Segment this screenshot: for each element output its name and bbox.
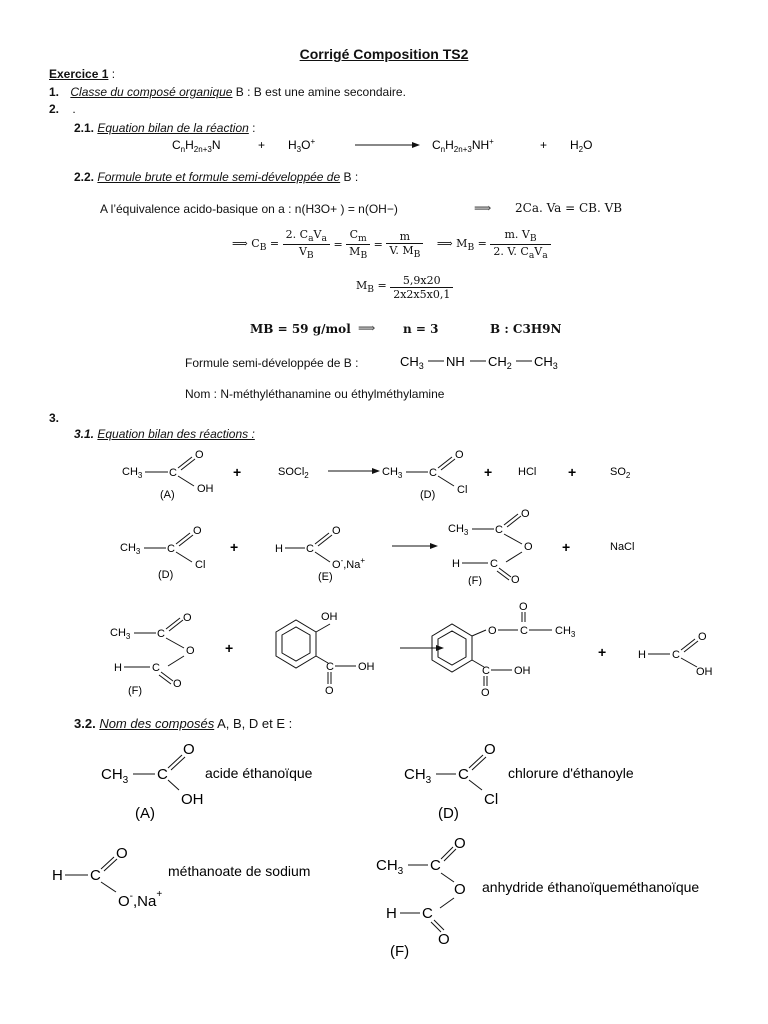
svg-text:O: O — [519, 601, 528, 613]
svg-text:CH3: $CH_3$ — [110, 627, 131, 641]
svg-text:C: C — [152, 662, 160, 674]
mb-arrow: ⟹ — [358, 321, 376, 335]
n-result: n = 3 — [403, 322, 439, 336]
svg-text:NH: NH — [446, 354, 465, 369]
equivalence-text: A l’équivalence acido-basique on a : n(H3O+ ) = n(OH−) — [100, 202, 398, 216]
svg-text:H: H — [386, 905, 397, 922]
svg-text:Cl: Cl — [484, 791, 499, 808]
q31-label: Equation bilan des réactions : — [97, 427, 255, 441]
svg-text:C: C — [672, 649, 680, 661]
label-a-2: (A) — [135, 805, 155, 822]
svg-text:O: O — [511, 574, 520, 586]
q22-number: 2.2. — [74, 170, 95, 184]
svg-text:OH: OH — [696, 666, 713, 678]
question-2 — [49, 102, 76, 116]
svg-text:CH3: $CH_3$ — [555, 625, 576, 639]
svg-text:O: O — [183, 741, 195, 758]
svg-text:C: C — [490, 558, 498, 570]
compound-name: Nom : N-méthyléthanamine ou éthylméthylamine — [185, 387, 445, 401]
svg-text:C: C — [169, 467, 177, 479]
svg-text:O: O — [186, 645, 195, 657]
svg-text:CH3: $CH_3$ — [120, 542, 141, 556]
svg-text:Cl: Cl — [195, 559, 206, 571]
svg-text:H2O: $H_2O$ — [570, 138, 593, 154]
label-f-1: (F) — [468, 575, 483, 586]
label-e: (E) — [318, 571, 333, 583]
svg-text:OH: OH — [514, 665, 531, 677]
reaction-2 — [110, 508, 670, 586]
name-d: chlorure d'éthanoyle — [508, 765, 634, 781]
question-3-2 — [74, 716, 292, 731]
q1-number: 1. — [49, 85, 60, 99]
semi-dev-formula — [400, 350, 580, 374]
reaction-1 — [110, 446, 670, 506]
svg-text:CH3: $CH_3$ — [376, 857, 404, 877]
svg-text:O: O — [484, 741, 496, 758]
q21-number: 2.1. — [74, 121, 95, 135]
svg-text:H: H — [114, 662, 122, 674]
exercise-colon: : — [108, 67, 116, 81]
q2-text: . — [72, 102, 76, 116]
reaction-3 — [100, 600, 740, 698]
svg-text:O: O — [325, 685, 334, 697]
svg-text:C: C — [458, 766, 469, 783]
svg-text:+: + — [598, 644, 607, 660]
svg-text:C: C — [495, 524, 503, 536]
label-d-1: (D) — [420, 489, 436, 501]
svg-text:O: O — [488, 625, 497, 637]
svg-text:C: C — [482, 665, 490, 677]
svg-text:CH3: $CH_3$ — [101, 766, 129, 786]
svg-text:C: C — [306, 543, 314, 555]
svg-text:CH3: $CH_3$ — [400, 354, 424, 371]
q1-text: B : B est une amine secondaire. — [232, 85, 406, 99]
q21-colon: : — [248, 121, 256, 135]
svg-text:C: C — [430, 857, 441, 874]
svg-text:O: O — [454, 835, 466, 852]
exercise-label: Exercice 1 — [49, 67, 109, 81]
svg-text:O: O — [521, 508, 530, 520]
svg-text:H: H — [275, 543, 283, 555]
svg-text:O: O — [438, 931, 450, 948]
svg-text:O-,Na+: O-,Na+ — [332, 556, 366, 571]
svg-text:CH3: $CH_3$ — [534, 354, 558, 371]
svg-text:C: C — [429, 467, 437, 479]
equation-2-1 — [160, 134, 620, 156]
label-d-3: (D) — [438, 805, 459, 822]
svg-text:+: + — [562, 539, 571, 555]
svg-text:H: H — [452, 558, 460, 570]
svg-text:O-,Na+: O-,Na+ — [118, 889, 163, 910]
equivalence-result: 2Ca. Va = CB. VB — [515, 201, 623, 215]
q32-text: A, B, D et E : — [214, 716, 293, 731]
socl2: SOCl$_2$ — [278, 466, 309, 480]
svg-text:CH3: $CH_3$ — [122, 466, 143, 480]
svg-text:+: + — [568, 464, 577, 480]
svg-text:C: C — [326, 661, 334, 673]
svg-text:CH3: $CH_3$ — [404, 766, 432, 786]
molecular-formula: B : C3H9N — [490, 322, 562, 336]
q21-label: Equation bilan de la réaction — [97, 121, 249, 135]
q1-label: Classe du composé organique — [70, 85, 233, 99]
svg-text:O: O — [116, 845, 128, 862]
svg-text:O: O — [193, 525, 202, 537]
semi-dev-label: Formule semi-développée de B : — [185, 356, 359, 370]
nacl: NaCl — [610, 541, 635, 553]
svg-text:O: O — [455, 449, 464, 461]
svg-text:H: H — [52, 867, 63, 884]
svg-text:OH: OH — [197, 483, 214, 495]
svg-text:O: O — [698, 631, 707, 643]
question-1 — [49, 85, 406, 99]
svg-text:O: O — [195, 449, 204, 461]
svg-text:O: O — [183, 612, 192, 624]
svg-text:+: + — [540, 138, 548, 152]
compound-f — [372, 834, 742, 962]
q2-number: 2. — [49, 102, 60, 116]
equivalence-arrow: ⟹ — [474, 201, 492, 215]
svg-text:OH: OH — [321, 611, 338, 623]
svg-text:OH: OH — [181, 791, 204, 808]
question-2-2 — [74, 170, 358, 184]
label-f-3: (F) — [390, 943, 410, 960]
svg-text:HCl: HCl — [518, 466, 537, 478]
label-f-2: (F) — [128, 685, 143, 697]
mb-result: MB = 59 g/mol — [250, 322, 351, 336]
q32-number: 3.2. — [74, 716, 96, 731]
compound-d — [398, 738, 678, 828]
compound-e — [50, 842, 350, 912]
svg-text:O: O — [454, 881, 466, 898]
svg-text:CnH2n+3N: $C_nH_{2n+3}N$ — [172, 138, 221, 154]
svg-text:CH3: $CH_3$ — [382, 466, 403, 480]
compound-a — [95, 738, 365, 828]
q22-suffix: B : — [340, 170, 359, 184]
svg-text:C: C — [157, 628, 165, 640]
name-a: acide éthanoïque — [205, 765, 313, 781]
svg-text:C: C — [422, 905, 433, 922]
svg-text:CH2: $CH_2$ — [488, 354, 512, 371]
svg-text:CnH2n+3NH+: $C_nH_{2n+3}NH^+$ — [432, 137, 494, 154]
label-d-2: (D) — [158, 569, 174, 581]
page-title: Corrigé Composition TS2 — [299, 46, 469, 62]
exercise-heading — [49, 67, 115, 81]
q3-number: 3. — [49, 411, 60, 425]
svg-text:O: O — [481, 687, 490, 698]
svg-text:Cl: Cl — [457, 484, 468, 496]
mb-numeric: $M_B$ = $\frac{5,9x20}{2x2x5x0,1}$ — [356, 274, 453, 301]
svg-text:C: C — [90, 867, 101, 884]
svg-text:+: + — [233, 464, 242, 480]
q31-number: 3.1. — [74, 427, 95, 441]
svg-text:+: + — [225, 640, 234, 656]
svg-text:SO2: $SO_2$ — [610, 466, 631, 480]
svg-text:C: C — [167, 543, 175, 555]
svg-text:O: O — [524, 541, 533, 553]
svg-text:+: + — [484, 464, 493, 480]
svg-text:O: O — [332, 525, 341, 537]
q32-label: Nom des composés — [99, 716, 215, 731]
cb-expression: ⟹ $C_B$ = $\frac{2. C_aV_a}{V_B}$ = $\frac{C_m}{M_B}$ = $\frac{m}{V. M_B}$ ⟹ $M_B$ = $\frac{m. V_B}{2. V. C_aV_a}$ — [232, 228, 551, 261]
name-f: anhydride éthanoïqueméthanoïque — [482, 879, 700, 895]
label-a-1: (A) — [160, 489, 175, 501]
question-2-1 — [74, 121, 255, 135]
svg-text:OH: OH — [358, 661, 375, 673]
svg-text:H: H — [638, 649, 646, 661]
svg-text:CH3: $CH_3$ — [448, 523, 469, 537]
name-e: méthanoate de sodium — [168, 863, 311, 879]
svg-text:C: C — [157, 766, 168, 783]
svg-text:+: + — [258, 138, 266, 152]
svg-text:O: O — [173, 678, 182, 690]
q22-label: Formule brute et formule semi-développée de — [97, 170, 341, 184]
svg-text:C: C — [520, 625, 528, 637]
svg-text:+: + — [230, 539, 239, 555]
svg-text:H3O+: $H_3O^+$ — [288, 137, 316, 154]
question-3-1 — [74, 427, 255, 441]
